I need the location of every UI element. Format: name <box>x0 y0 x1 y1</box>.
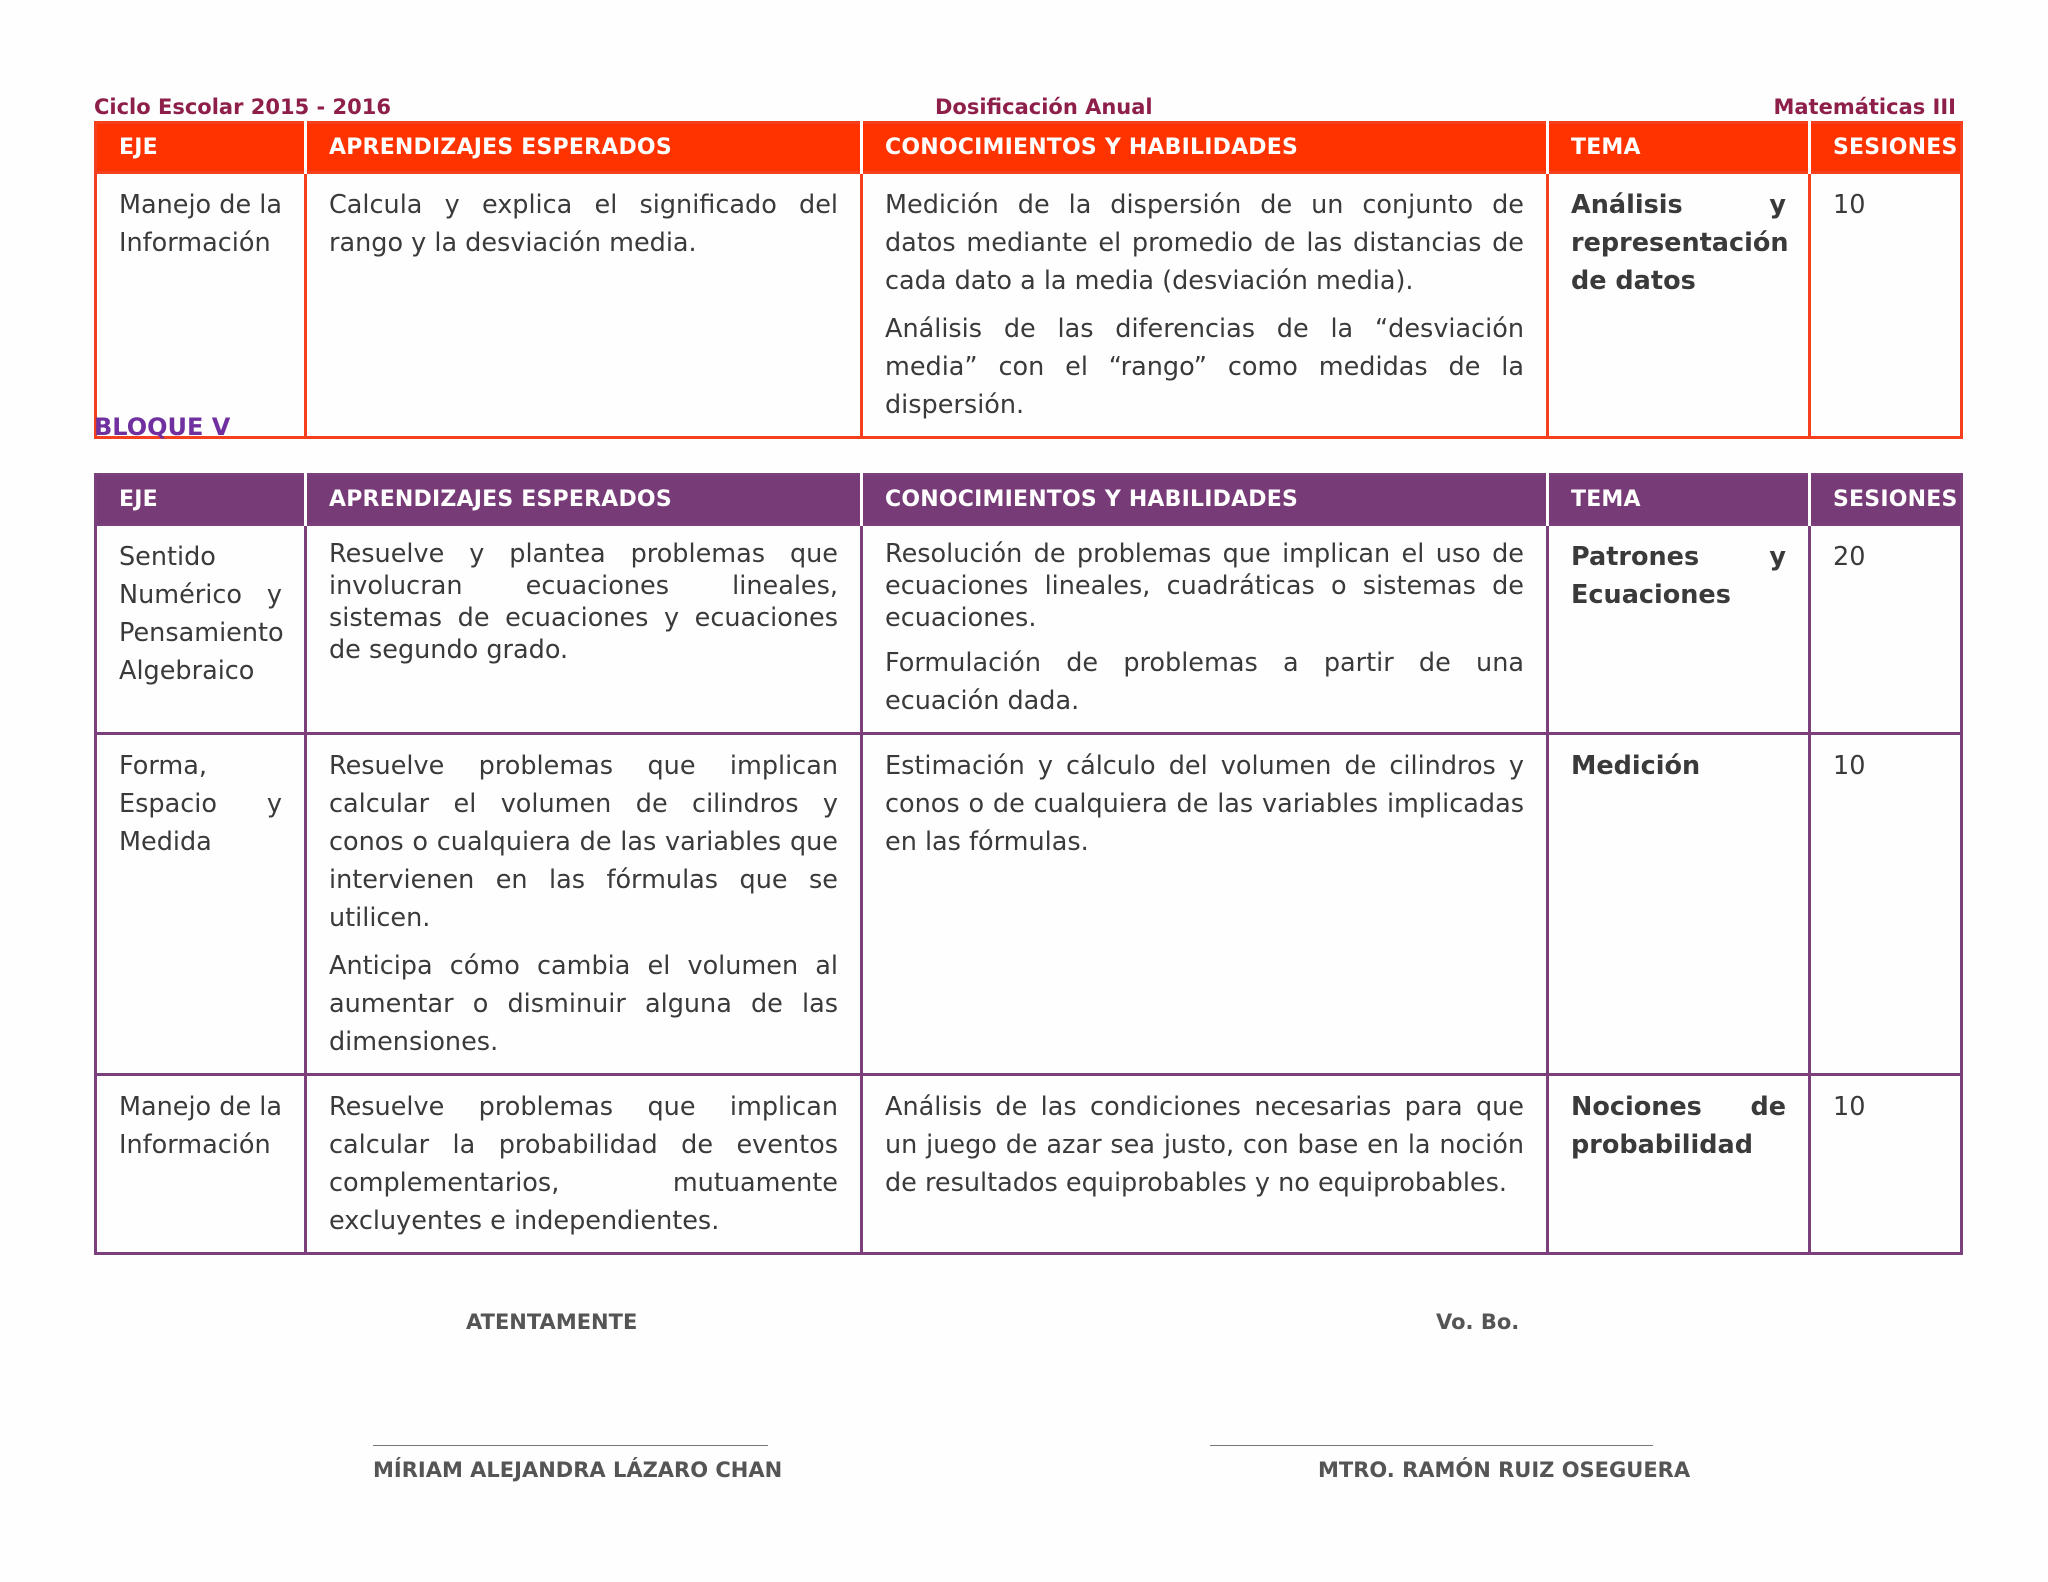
col-tema: TEMA <box>1548 475 1810 525</box>
eje-text: Manejo de la Información <box>119 1092 282 1160</box>
conocimiento-text: Resolución de problemas que implican el uso de ecuaciones lineales, cuadráticas o sistemas de ecuaciones. <box>885 539 1524 633</box>
cell-conocimientos <box>862 734 1548 1075</box>
signature-line-right <box>1210 1445 1653 1446</box>
signer-name-left: MÍRIAM ALEJANDRA LÁZARO CHAN <box>373 1458 783 1482</box>
tema-text: Nociones de probabilidad <box>1571 1092 1786 1160</box>
cell-aprendizajes <box>306 173 862 438</box>
vobo-label: Vo. Bo. <box>1436 1310 1520 1334</box>
aprendizaje-text: Calcula y explica el significado del rango y la desviación media. <box>329 190 838 258</box>
cell-tema <box>1548 525 1810 734</box>
tema-text: Medición <box>1571 751 1701 781</box>
cell-sesiones <box>1810 173 1962 438</box>
cell-aprendizajes <box>306 734 862 1075</box>
cell-sesiones <box>1810 1075 1962 1254</box>
col-eje: EJE <box>96 123 306 173</box>
aprendizaje-text: Resuelve y plantea problemas que involucran ecuaciones lineales, sistemas de ecuaciones y ecuaciones de segundo grado. <box>329 539 838 665</box>
cell-eje <box>96 1075 306 1254</box>
conocimiento-text: Estimación y cálculo del volumen de cilindros y conos o de cualquiera de las variables implicadas en las fórmulas. <box>885 751 1524 857</box>
conocimiento-text: Medición de la dispersión de un conjunto de datos mediante el promedio de las distancias de cada dato a la media (desviación media). <box>885 190 1524 296</box>
col-conocimientos: CONOCIMIENTOS Y HABILIDADES <box>862 475 1548 525</box>
cell-sesiones <box>1810 734 1962 1075</box>
table-header-row <box>96 475 1962 525</box>
cell-aprendizajes <box>306 1075 862 1254</box>
conocimiento-text: Análisis de las diferencias de la “desviación media” con el “rango” como medidas de la dispersión. <box>885 314 1524 420</box>
eje-text: Sentido Numérico y Pensamiento Algebraico <box>119 542 284 686</box>
col-sesiones: SESIONES <box>1810 123 1962 173</box>
aprendizaje-text: Resuelve problemas que implican calcular el volumen de cilindros y conos o cualquiera de las variables que intervienen en las fórmulas que se utilicen. <box>329 751 838 933</box>
signer-name-right: MTRO. RAMÓN RUIZ OSEGUERA <box>1318 1458 1691 1482</box>
cell-tema <box>1548 173 1810 438</box>
col-eje: EJE <box>96 475 306 525</box>
atentamente-label: ATENTAMENTE <box>466 1310 638 1334</box>
sesiones-text: 10 <box>1833 751 1866 781</box>
header-school-year: Ciclo Escolar 2015 - 2016 <box>94 95 391 119</box>
table-row <box>96 734 1962 1075</box>
eje-text: Forma, Espacio y Medida <box>119 751 282 857</box>
bloque-v-title: BLOQUE V <box>94 413 231 441</box>
block-v-table <box>94 473 1963 1255</box>
cell-sesiones <box>1810 525 1962 734</box>
table-row <box>96 525 1962 734</box>
tema-text: Análisis y representación de datos <box>1571 190 1789 296</box>
cell-tema <box>1548 734 1810 1075</box>
sesiones-text: 20 <box>1833 542 1866 572</box>
block-iv-table <box>94 121 1963 439</box>
aprendizaje-text: Resuelve problemas que implican calcular la probabilidad de eventos complementarios, mutuamente excluyentes e independientes. <box>329 1092 838 1236</box>
col-tema: TEMA <box>1548 123 1810 173</box>
cell-tema <box>1548 1075 1810 1254</box>
table-header-row <box>96 123 1962 173</box>
conocimiento-text: Análisis de las condiciones necesarias para que un juego de azar sea justo, con base en la noción de resultados equiprobables y no equiprobables. <box>885 1092 1524 1198</box>
table-row <box>96 1075 1962 1254</box>
tema-text: Patrones y Ecuaciones <box>1571 542 1786 610</box>
cell-conocimientos <box>862 173 1548 438</box>
cell-eje <box>96 173 306 438</box>
sesiones-text: 10 <box>1833 1092 1866 1122</box>
cell-conocimientos <box>862 1075 1548 1254</box>
signature-line-left <box>373 1445 768 1446</box>
header-document-title: Dosificación Anual <box>935 95 1153 119</box>
col-aprendizajes: APRENDIZAJES ESPERADOS <box>306 123 862 173</box>
header-subject: Matemáticas III <box>1773 95 1956 119</box>
col-sesiones: SESIONES <box>1810 475 1962 525</box>
sesiones-text: 10 <box>1833 190 1866 220</box>
aprendizaje-text: Anticipa cómo cambia el volumen al aumentar o disminuir alguna de las dimensiones. <box>329 951 838 1057</box>
cell-aprendizajes <box>306 525 862 734</box>
conocimiento-text: Formulación de problemas a partir de una ecuación dada. <box>885 648 1524 716</box>
eje-text: Manejo de la Información <box>119 190 282 258</box>
table-row <box>96 173 1962 438</box>
col-aprendizajes: APRENDIZAJES ESPERADOS <box>306 475 862 525</box>
col-conocimientos: CONOCIMIENTOS Y HABILIDADES <box>862 123 1548 173</box>
cell-conocimientos <box>862 525 1548 734</box>
cell-eje <box>96 525 306 734</box>
cell-eje <box>96 734 306 1075</box>
